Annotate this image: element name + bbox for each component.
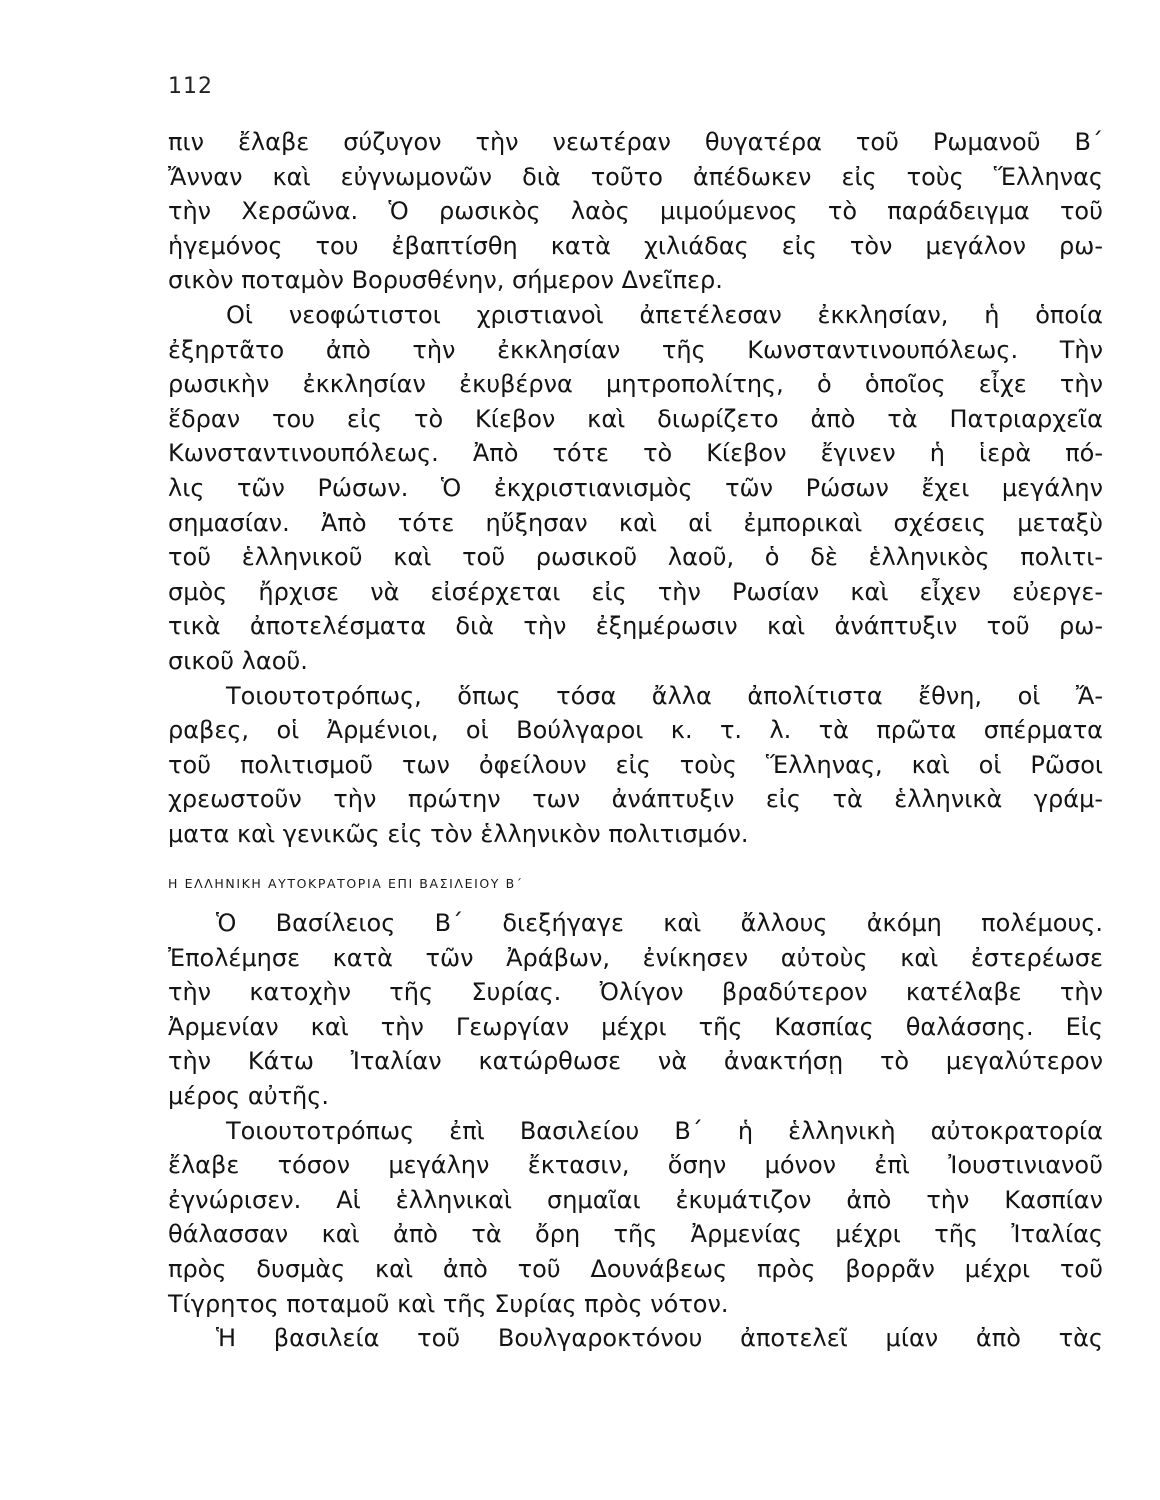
text-line: Ὁ Βασίλειος Β΄ διεξήγαγε καὶ ἄλλους ἀκόμη πολέμους. bbox=[216, 909, 1103, 937]
text-line: σμὸς ἤρχισε νὰ εἰσέρχεται εἰς τὴν Ρωσίαν καὶ εἶχεν εὐεργε- bbox=[168, 577, 1103, 606]
text-block-bottom bbox=[168, 906, 1103, 1356]
text-line: τοῦ πολιτισμοῦ των ὀφείλουν εἰς τοὺς Ἕλληνας, καὶ οἱ Ρῶσοι bbox=[168, 750, 1103, 779]
text-line: Τοιουτοτρόπως, ὅπως τόσα ἄλλα ἀπολίτιστα ἔθνη, οἱ Ἄ- bbox=[226, 681, 1103, 710]
text-line: ἐγνώρισεν. Αἱ ἑλληνικαὶ σημαῖαι ἐκυμάτιζον ἀπὸ τὴν Κασπίαν bbox=[168, 1185, 1103, 1214]
text-line: ἕδραν του εἰς τὸ Κίεβον καὶ διωρίζετο ἀπὸ τὰ Πατριαρχεῖα bbox=[168, 404, 1103, 433]
text-line: Τοιουτοτρόπως ἐπὶ Βασιλείου Β΄ ἡ ἑλληνικὴ αὐτοκρατορία bbox=[226, 1116, 1103, 1145]
text-line: ἐξηρτᾶτο ἀπὸ τὴν ἐκκλησίαν τῆς Κωνσταντινουπόλεως. Τὴν bbox=[168, 335, 1103, 364]
text-line: Κωνσταντινουπόλεως. Ἀπὸ τότε τὸ Κίεβον ἔγινεν ἡ ἱερὰ πό- bbox=[168, 439, 1103, 468]
text-line: Τίγρητος ποταμοῦ καὶ τῆς Συρίας πρὸς νότον. bbox=[168, 1289, 729, 1318]
text-line: ματα καὶ γενικῶς εἰς τὸν ἑλληνικὸν πολιτισμόν. bbox=[168, 819, 749, 848]
text-line: σικοῦ λαοῦ. bbox=[168, 646, 308, 675]
text-line: πιν ἔλαβε σύζυγον τὴν νεωτέραν θυγατέρα τοῦ Ρωμανοῦ Β΄ bbox=[168, 128, 1103, 156]
page-number: 112 bbox=[168, 74, 213, 99]
text-line: ρωσικὴν ἐκκλησίαν ἐκυβέρνα μητροπολίτης, ὁ ὁποῖος εἶχε τὴν bbox=[168, 370, 1103, 399]
text-line: πρὸς δυσμὰς καὶ ἀπὸ τοῦ Δουνάβεως πρὸς βορρᾶν μέχρι τοῦ bbox=[168, 1254, 1103, 1283]
text-line: σημασίαν. Ἀπὸ τότε ηὔξησαν καὶ αἱ ἐμπορικαὶ σχέσεις μεταξὺ bbox=[168, 508, 1103, 537]
text-line: τὴν Χερσῶνα. Ὁ ρωσικὸς λαὸς μιμούμενος τὸ παράδειγμα τοῦ bbox=[168, 197, 1103, 226]
section-heading: Η ΕΛΛΗΝΙΚΗ ΑΥΤΟΚΡΑΤΟΡΙΑ ΕΠΙ ΒΑΣΙΛΕΙΟΥ Β΄ bbox=[168, 876, 524, 891]
text-line: σικὸν ποταμὸν Βορυσθένην, σήμερον Δνεῖπερ. bbox=[168, 266, 723, 295]
text-line: ἡγεμόνος του ἐβαπτίσθη κατὰ χιλιάδας εἰς τὸν μεγάλον ρω- bbox=[168, 231, 1103, 260]
text-line: τὴν κατοχὴν τῆς Συρίας. Ὀλίγον βραδύτερον κατέλαβε τὴν bbox=[168, 978, 1103, 1007]
text-line: λις τῶν Ρώσων. Ὁ ἐκχριστιανισμὸς τῶν Ρώσων ἔχει μεγάλην bbox=[168, 473, 1103, 502]
text-line: Ἄνναν καὶ εὐγνωμονῶν διὰ τοῦτο ἀπέδωκεν εἰς τοὺς Ἕλληνας bbox=[168, 162, 1103, 191]
text-line: Ἐπολέμησε κατὰ τῶν Ἀράβων, ἐνίκησεν αὐτοὺς καὶ ἐστερέωσε bbox=[168, 943, 1103, 972]
text-block-top bbox=[168, 125, 1103, 851]
text-line: χρεωστοῦν τὴν πρώτην των ἀνάπτυξιν εἰς τὰ ἑλληνικὰ γράμ- bbox=[168, 785, 1103, 814]
text-line: τοῦ ἑλληνικοῦ καὶ τοῦ ρωσικοῦ λαοῦ, ὁ δὲ ἑλληνικὸς πολιτι- bbox=[168, 543, 1103, 572]
text-line: Ἡ βασιλεία τοῦ Βουλγαροκτόνου ἀποτελεῖ μίαν ἀπὸ τὰς bbox=[216, 1324, 1103, 1353]
text-line: μέρος αὐτῆς. bbox=[168, 1081, 329, 1110]
text-line: θάλασσαν καὶ ἀπὸ τὰ ὄρη τῆς Ἀρμενίας μέχρι τῆς Ἰταλίας bbox=[168, 1220, 1103, 1249]
text-line: Οἱ νεοφώτιστοι χριστιανοὶ ἀπετέλεσαν ἐκκλησίαν, ἡ ὁποία bbox=[226, 300, 1103, 329]
text-line: Ἀρμενίαν καὶ τὴν Γεωργίαν μέχρι τῆς Κασπίας θαλάσσης. Εἰς bbox=[168, 1012, 1103, 1041]
text-line: ραβες, οἱ Ἀρμένιοι, οἱ Βούλγαροι κ. τ. λ. τὰ πρῶτα σπέρματα bbox=[168, 716, 1103, 745]
text-line: τὴν Κάτω Ἰταλίαν κατώρθωσε νὰ ἀνακτήσῃ τὸ μεγαλύτερον bbox=[168, 1047, 1103, 1076]
text-line: τικὰ ἀποτελέσματα διὰ τὴν ἐξημέρωσιν καὶ ἀνάπτυξιν τοῦ ρω- bbox=[168, 612, 1103, 641]
text-line: ἔλαβε τόσον μεγάλην ἔκτασιν, ὅσην μόνον ἐπὶ Ἰουστινιανοῦ bbox=[168, 1151, 1103, 1180]
